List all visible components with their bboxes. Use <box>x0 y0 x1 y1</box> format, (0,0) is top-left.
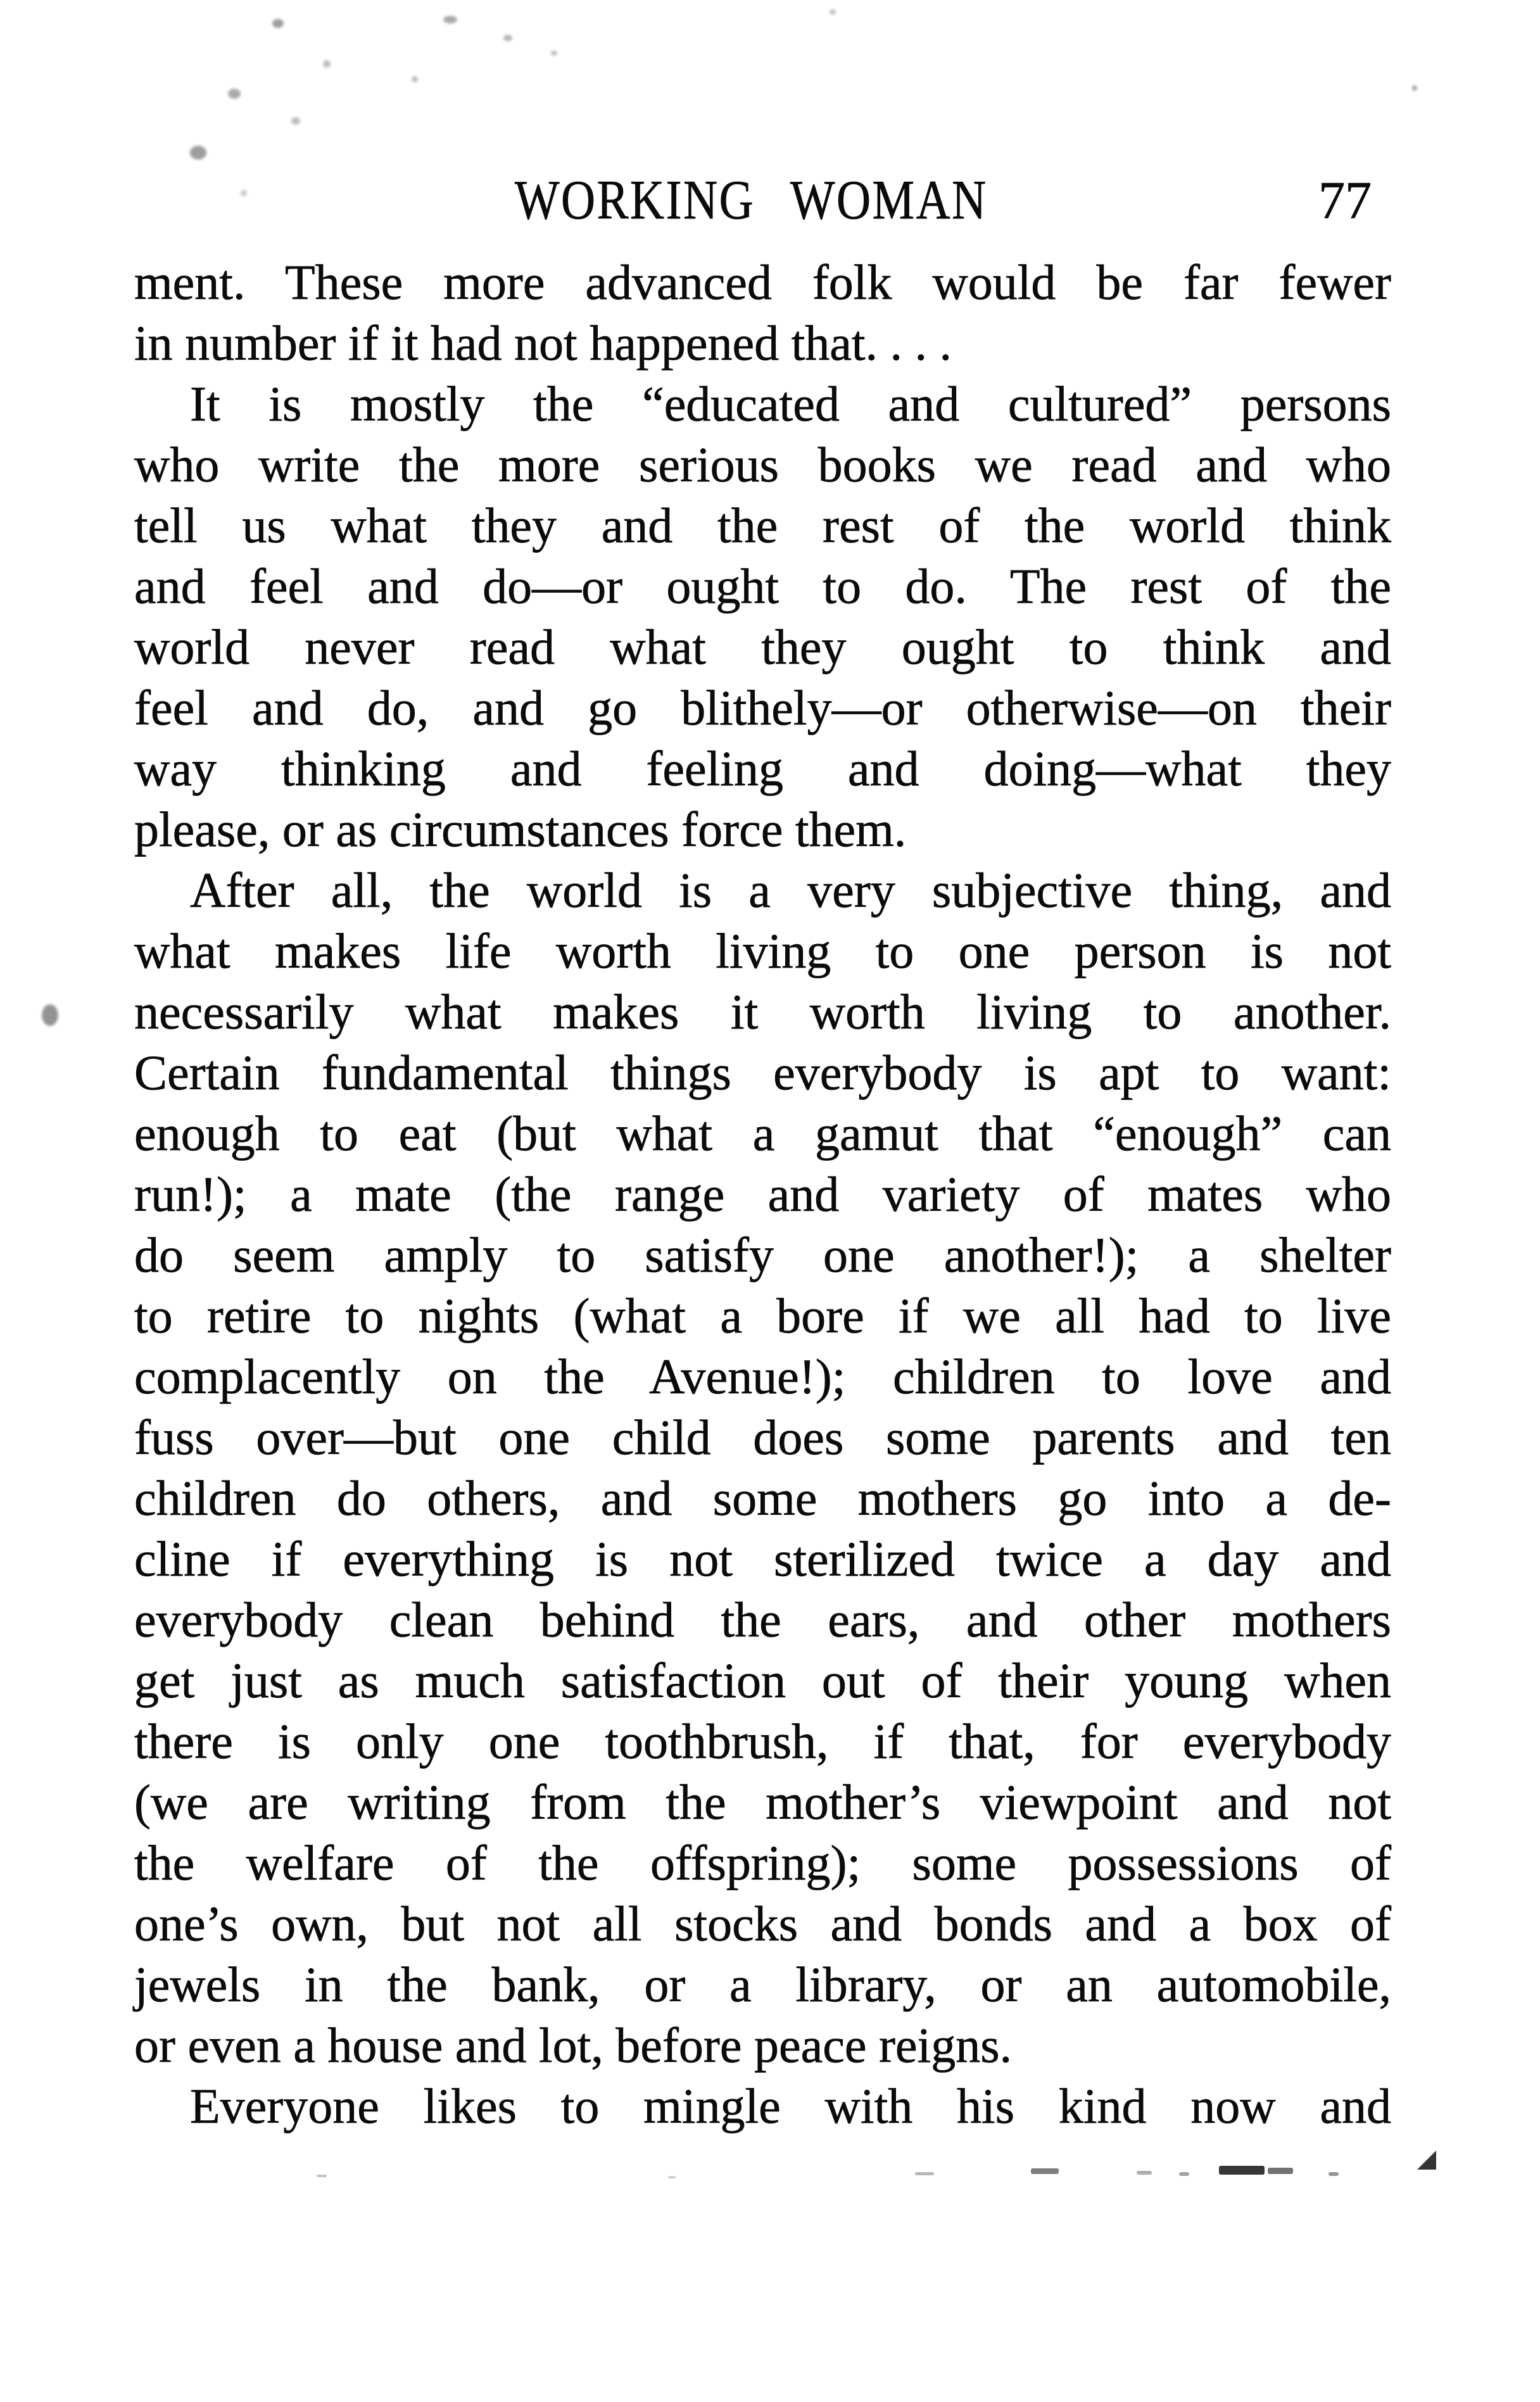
body-text <box>134 252 1391 2137</box>
text-line: It is mostly the “educated and cultured” persons <box>190 376 1391 431</box>
text-line: and feel and do—or ought to do. The rest of the <box>134 559 1391 614</box>
scan-smear-wedge <box>1417 2151 1436 2170</box>
page-header <box>0 168 1540 232</box>
text-line: After all, the world is a very subjective thing, and <box>190 863 1391 918</box>
text-line: run!); a mate (the range and variety of mates who <box>134 1166 1391 1222</box>
text-line: way thinking and feeling and doing—what they <box>134 741 1391 796</box>
text-line: who write the more serious books we read and who <box>134 437 1391 492</box>
scan-smear <box>1329 2172 1339 2176</box>
scan-smear <box>1031 2168 1059 2174</box>
text-line: necessarily what makes it worth living to another. <box>134 984 1391 1039</box>
running-head-title: WORKING WOMAN <box>514 170 988 231</box>
scan-smear <box>317 2175 327 2177</box>
text-line: feel and do, and go blithely—or otherwise—on their <box>134 680 1391 735</box>
scan-smear <box>1137 2171 1152 2175</box>
scan-speck <box>241 190 247 196</box>
scan-speck <box>443 16 457 23</box>
text-line: cline if everything is not sterilized twice a day and <box>134 1531 1391 1586</box>
text-line: world never read what they ought to think and <box>134 619 1391 674</box>
scan-speck <box>830 9 836 15</box>
scan-speck <box>1412 85 1417 91</box>
scan-speck <box>228 89 241 99</box>
text-line: what makes life worth living to one person is not <box>134 923 1391 978</box>
text-line: complacently on the Avenue!); children to love and <box>134 1349 1391 1404</box>
scan-speck <box>323 60 331 68</box>
text-line: there is only one toothbrush, if that, for everybody <box>134 1714 1391 1769</box>
scan-smear <box>1179 2172 1189 2176</box>
text-line: do seem amply to satisfy one another!); a shelter <box>134 1227 1391 1282</box>
scan-speck <box>503 35 512 41</box>
scan-smear <box>1268 2168 1293 2174</box>
text-line: get just as much satisfaction out of their young when <box>134 1653 1391 1708</box>
scan-speck <box>272 19 284 28</box>
text-line: one’s own, but not all stocks and bonds and a box of <box>134 1896 1391 1951</box>
scan-smudge <box>42 1004 58 1026</box>
text-line: children do others, and some mothers go into a de- <box>134 1470 1391 1526</box>
text-line: the welfare of the offspring); some possessions of <box>134 1835 1391 1890</box>
text-line: or even a house and lot, before peace reigns. <box>134 2018 1013 2073</box>
page-number: 77 <box>1318 171 1372 230</box>
scan-speck <box>551 51 557 56</box>
text-line: Everyone likes to mingle with his kind now and <box>190 2078 1391 2133</box>
text-line: Certain fundamental things everybody is apt to want: <box>134 1045 1391 1100</box>
text-line: to retire to nights (what a bore if we all had to live <box>134 1288 1391 1343</box>
text-line: enough to eat (but what a gamut that “enough” can <box>134 1106 1391 1161</box>
scan-speck <box>412 76 418 82</box>
text-line: in number if it had not happened that. . . . <box>134 315 952 370</box>
text-line: jewels in the bank, or a library, or an automobile, <box>134 1957 1391 2012</box>
text-line: tell us what they and the rest of the world think <box>134 498 1391 553</box>
scan-smear <box>668 2176 676 2178</box>
text-line: ment. These more advanced folk would be far fewer <box>134 255 1391 310</box>
scan-smear <box>1219 2166 1265 2175</box>
scan-speck <box>291 117 300 125</box>
text-line: fuss over—but one child does some parents and ten <box>134 1410 1391 1465</box>
text-line: everybody clean behind the ears, and other mothers <box>134 1592 1391 1647</box>
scan-speck <box>190 146 206 160</box>
text-line: please, or as circumstances force them. <box>134 802 907 857</box>
scan-smear <box>915 2172 934 2175</box>
text-line: (we are writing from the mother’s viewpoint and not <box>134 1774 1391 1830</box>
